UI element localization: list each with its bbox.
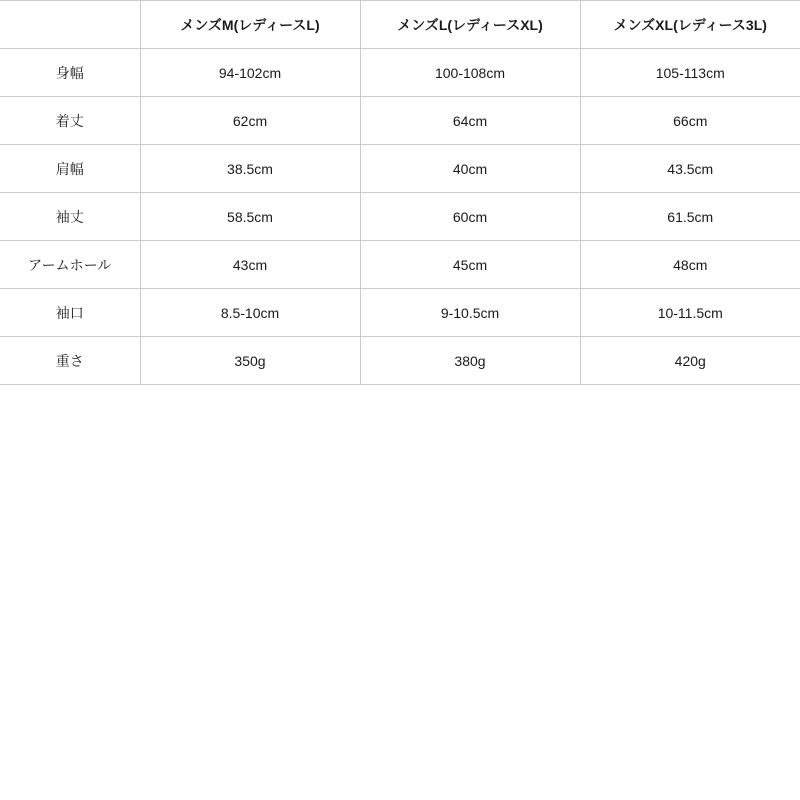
table-row <box>0 49 800 97</box>
cell-body-width-m: 94-102cm <box>140 49 360 97</box>
cell-shoulder-width-xl: 43.5cm <box>580 145 800 193</box>
cell-sleeve-length-m: 58.5cm <box>140 193 360 241</box>
column-header-mens-xl: メンズXL(レディース3L) <box>580 1 800 49</box>
table-row <box>0 337 800 385</box>
cell-armhole-xl: 48cm <box>580 241 800 289</box>
column-header-mens-m: メンズM(レディースL) <box>140 1 360 49</box>
row-label-body-width: 身幅 <box>0 49 140 97</box>
cell-cuff-l: 9-10.5cm <box>360 289 580 337</box>
cell-sleeve-length-l: 60cm <box>360 193 580 241</box>
cell-shoulder-width-m: 38.5cm <box>140 145 360 193</box>
table-row <box>0 289 800 337</box>
table-body <box>0 49 800 385</box>
table-row <box>0 193 800 241</box>
cell-weight-xl: 420g <box>580 337 800 385</box>
cell-cuff-m: 8.5-10cm <box>140 289 360 337</box>
row-label-length: 着丈 <box>0 97 140 145</box>
row-label-sleeve-length: 袖丈 <box>0 193 140 241</box>
cell-body-width-l: 100-108cm <box>360 49 580 97</box>
cell-length-l: 64cm <box>360 97 580 145</box>
cell-sleeve-length-xl: 61.5cm <box>580 193 800 241</box>
cell-armhole-l: 45cm <box>360 241 580 289</box>
row-label-weight: 重さ <box>0 337 140 385</box>
table-row <box>0 97 800 145</box>
table-header <box>0 1 800 49</box>
row-label-armhole: アームホール <box>0 241 140 289</box>
empty-area <box>0 385 800 795</box>
table-corner-cell <box>0 1 140 49</box>
size-chart-table <box>0 0 800 385</box>
cell-weight-l: 380g <box>360 337 580 385</box>
cell-length-xl: 66cm <box>580 97 800 145</box>
cell-body-width-xl: 105-113cm <box>580 49 800 97</box>
column-header-mens-l: メンズL(レディースXL) <box>360 1 580 49</box>
cell-shoulder-width-l: 40cm <box>360 145 580 193</box>
table-header-row <box>0 1 800 49</box>
cell-weight-m: 350g <box>140 337 360 385</box>
table-row <box>0 145 800 193</box>
row-label-cuff: 袖口 <box>0 289 140 337</box>
table-row <box>0 241 800 289</box>
cell-length-m: 62cm <box>140 97 360 145</box>
row-label-shoulder-width: 肩幅 <box>0 145 140 193</box>
cell-cuff-xl: 10-11.5cm <box>580 289 800 337</box>
cell-armhole-m: 43cm <box>140 241 360 289</box>
